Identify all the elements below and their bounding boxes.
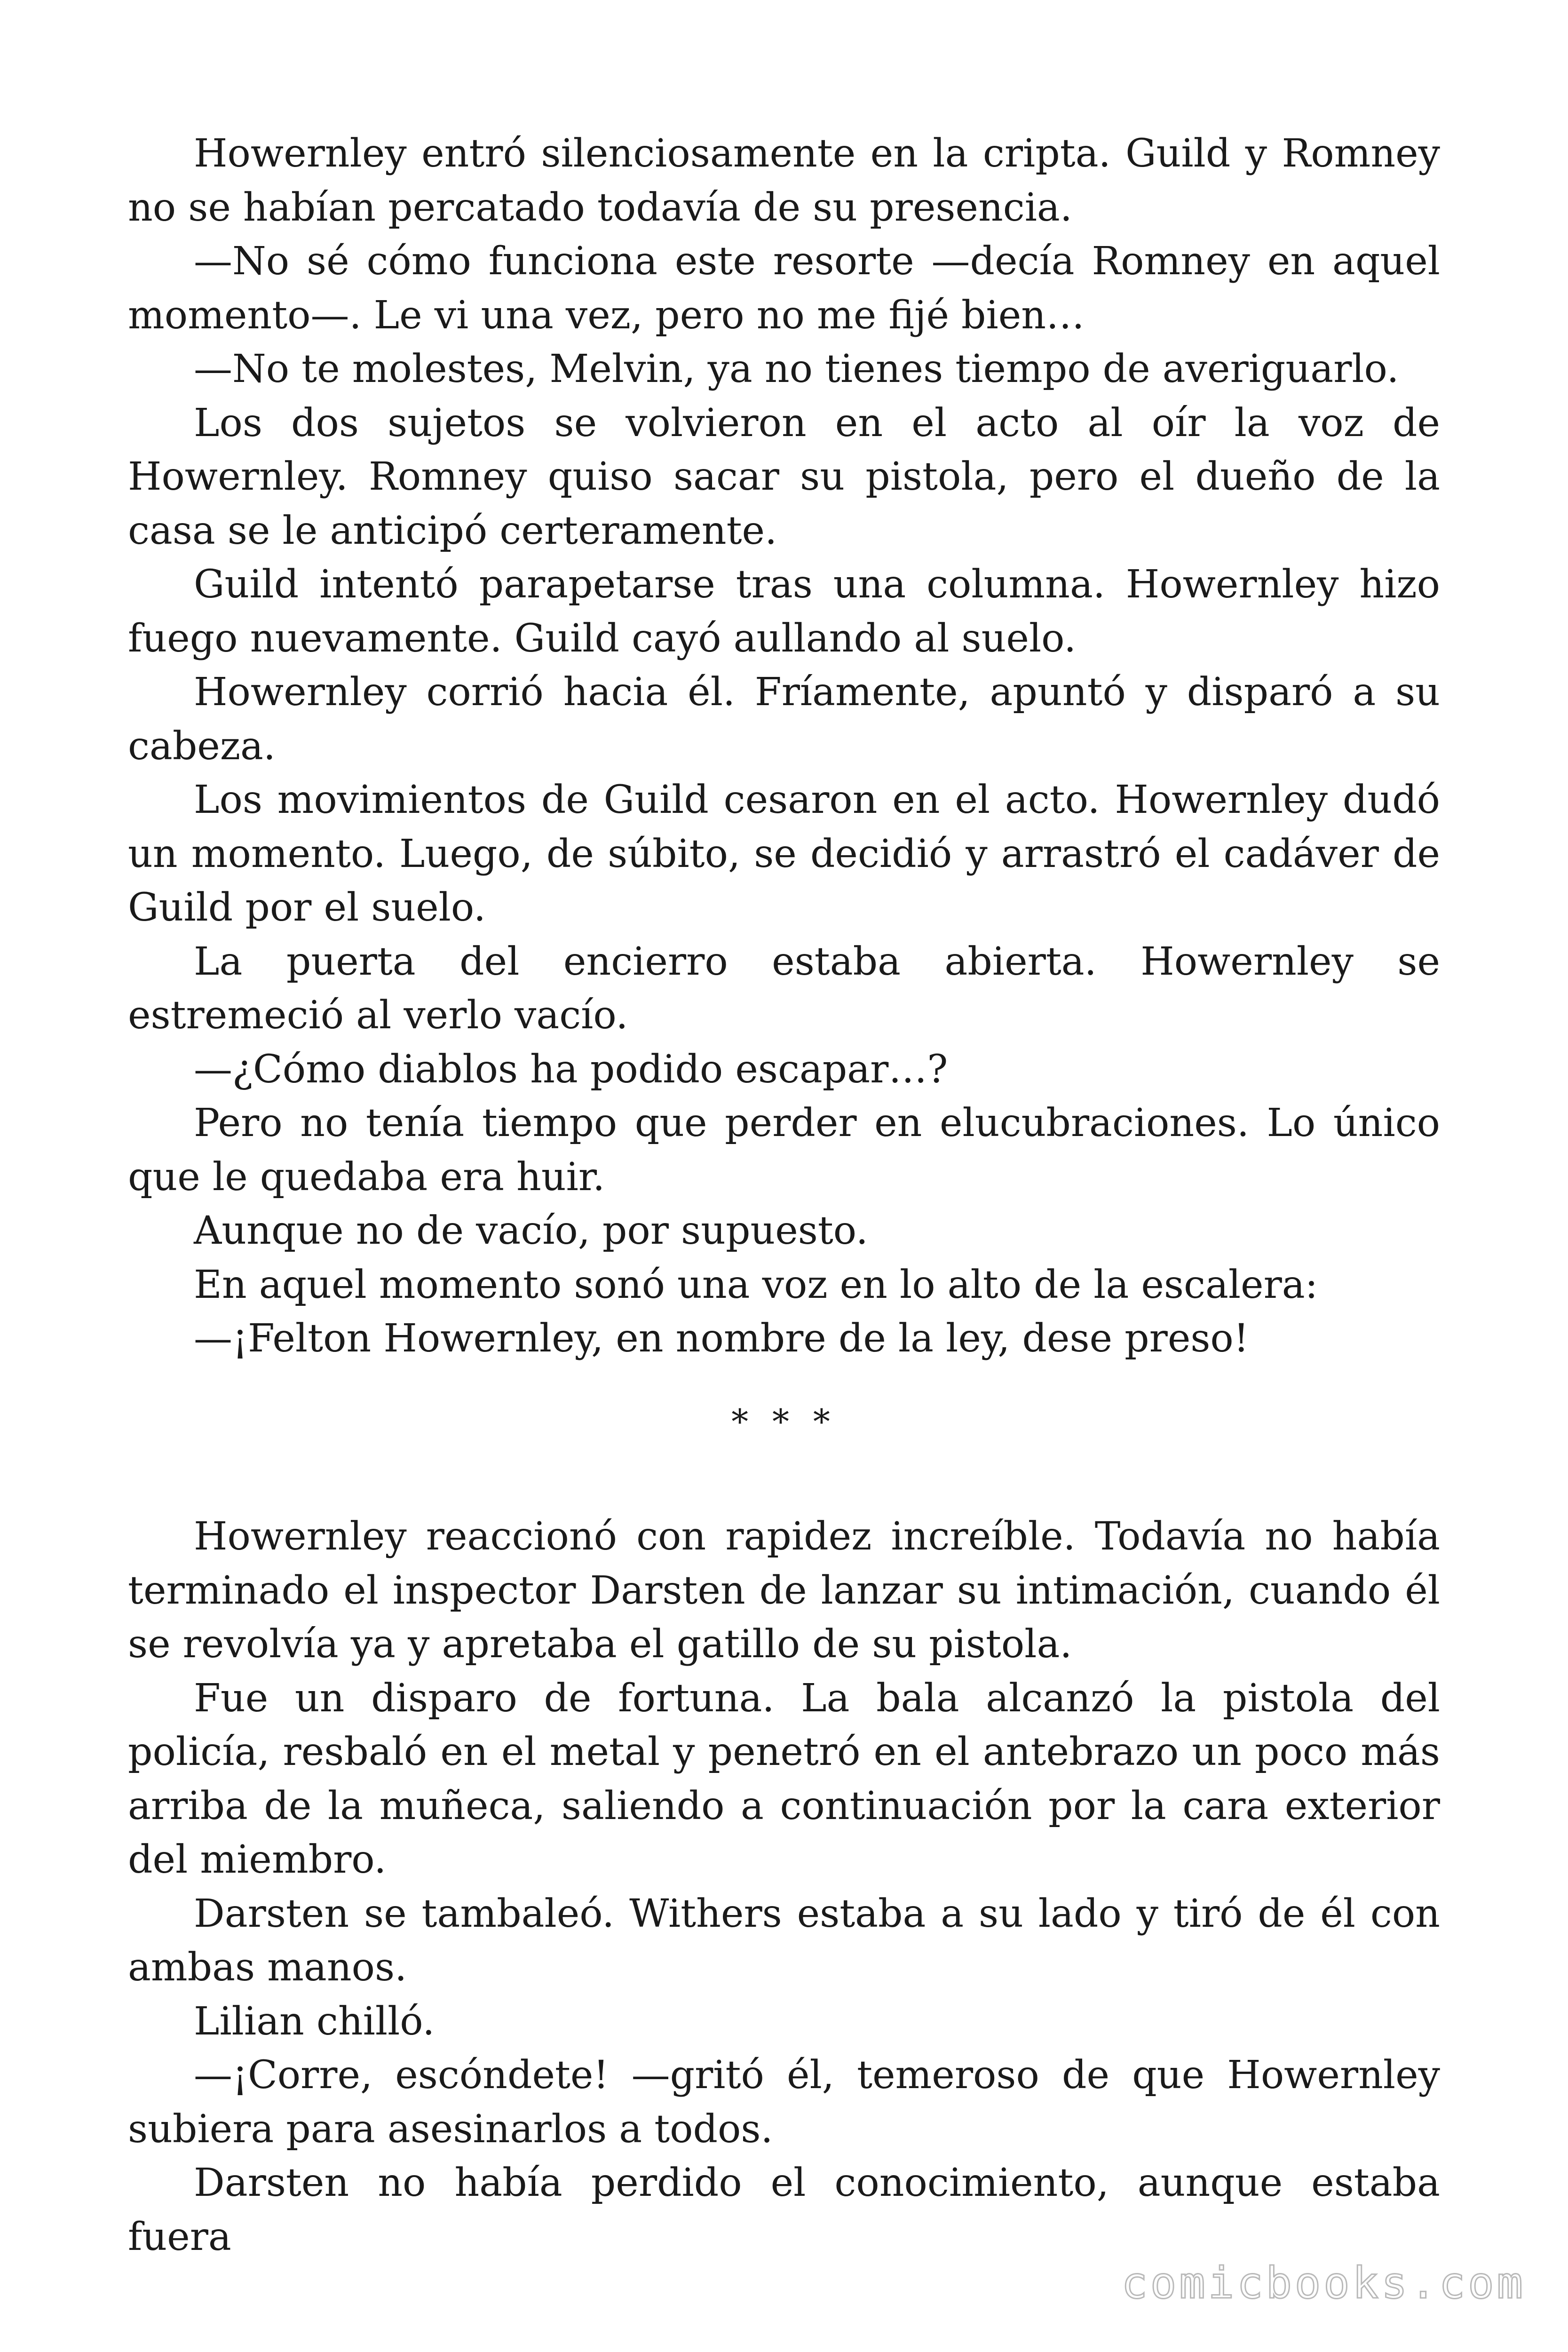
paragraph: Aunque no de vacío, por supuesto. (194, 1208, 868, 1253)
paragraph: Los movimientos de Guild cesaron en el acto. Howernley dudó un momento. Luego, de súbito, se decidió y arrastró el cadáver de Guild por el suelo. (128, 778, 1440, 930)
paragraph: Guild intentó parapetarse tras una columna. Howernley hizo fuego nuevamente. Guild cayó aullando al suelo. (128, 562, 1440, 661)
section-separator: * * * (731, 1402, 837, 1441)
paragraph: Howernley corrió hacia él. Fríamente, apuntó y disparó a su cabeza. (128, 670, 1440, 769)
paragraph: Fue un disparo de fortuna. La bala alcanzó la pistola del policía, resbaló en el metal y penetró en el antebrazo un poco más arriba de la muñeca, saliendo a continuación por la cara exterior del miembro. (128, 1676, 1440, 1882)
paragraph: Lilian chilló. (194, 1999, 435, 2044)
paragraph: Darsten se tambaleó. Withers estaba a su lado y tiró de él con ambas manos. (128, 1891, 1440, 1990)
paragraph: En aquel momento sonó una voz en lo alto de la escalera: (194, 1262, 1318, 1307)
paragraph: —¿Cómo diablos ha podido escapar…? (194, 1047, 948, 1092)
paragraph: —No te molestes, Melvin, ya no tienes tiempo de averiguarlo. (194, 347, 1399, 391)
paragraph: Pero no tenía tiempo que perder en elucubraciones. Lo único que le quedaba era huir. (128, 1101, 1440, 1200)
paragraph: —¡Corre, escóndete! —gritó él, temeroso de que Howernley subiera para asesinarlos a todos. (128, 2053, 1440, 2152)
watermark: comicbooks.com (1121, 2258, 1526, 2308)
paragraph: Los dos sujetos se volvieron en el acto al oír la voz de Howernley. Romney quiso sacar su pistola, pero el dueño de la casa se le anticipó certeramente. (128, 400, 1440, 553)
paragraph: Darsten no había perdido el conocimiento, aunque estaba fuera (128, 2161, 1440, 2259)
paragraph: —No sé cómo funciona este resorte —decía Romney en aquel momento—. Le vi una vez, pero no me fijé bien… (128, 239, 1440, 338)
text-block-top (128, 127, 1440, 1366)
text-block-bottom (128, 1510, 1440, 2264)
paragraph: La puerta del encierro estaba abierta. Howernley se estremeció al verlo vacío. (128, 939, 1440, 1038)
paragraph: Howernley reaccionó con rapidez increíble. Todavía no había terminado el inspector Darsten de lanzar su intimación, cuando él se revolvía ya y apretaba el gatillo de su pistola. (128, 1514, 1440, 1667)
paragraph: —¡Felton Howernley, en nombre de la ley, dese preso! (194, 1316, 1249, 1361)
paragraph: Howernley entró silenciosamente en la cripta. Guild y Romney no se habían percatado todavía de su presencia. (128, 131, 1440, 230)
